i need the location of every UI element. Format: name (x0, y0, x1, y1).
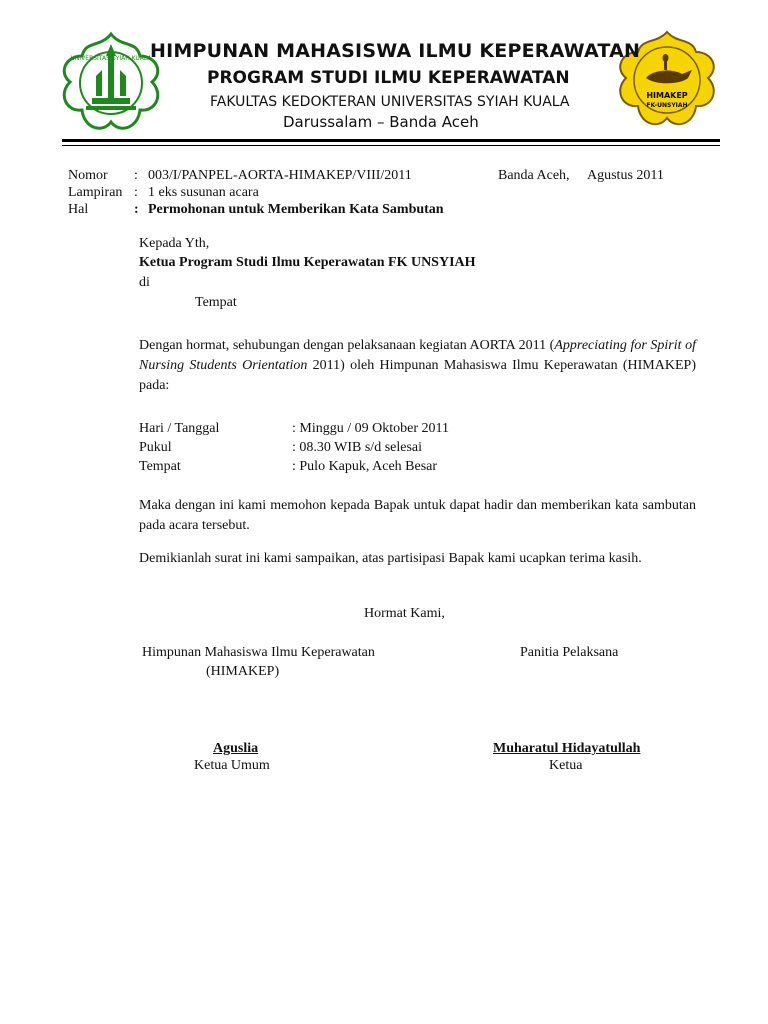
left-signatory-name: Aguslia (213, 741, 259, 756)
recipient-name: Ketua Program Studi Ilmu Keperawatan FK UNSYIAH (139, 255, 476, 270)
detail-value-time: : 08.30 WIB s/d selesai (292, 440, 423, 455)
p1-text-italic: Appreciating for Spirit of Nursing Students Orientation (139, 338, 697, 373)
right-signatory-name: Muharatul Hidayatullah (493, 741, 641, 756)
nomor-colon: : (134, 168, 138, 183)
lampiran-value: 1 eks susunan acara (148, 185, 259, 200)
address-line: Darussalam – Banda Aceh (283, 113, 479, 131)
lampiran-label: Lampiran (68, 185, 123, 200)
body-paragraph-3: Demikianlah surat ini kami sampaikan, atas partisipasi Bapak kami ucapkan terima kasih. (139, 551, 642, 566)
left-org-abbr: (HIMAKEP) (206, 664, 280, 679)
right-logo-text: HIMAKEP (646, 91, 688, 100)
p1-text-a: Dengan hormat, sehubungan dengan pelaksanaan kegiatan AORTA 2011 ( (139, 338, 555, 353)
detail-label-time: Pukul (139, 440, 172, 455)
nomor-value: 003/I/PANPEL-AORTA-HIMAKEP/VIII/2011 (148, 168, 412, 183)
body-paragraph-2: Maka dengan ini kami memohon kepada Bapak untuk dapat hadir dan memberikan kata sambutan pada acara tersebut. (139, 498, 696, 533)
recipient-di: di (139, 275, 150, 290)
p1-text-b: 2011) oleh Himpunan Mahasiswa Ilmu Keperawatan (HIMAKEP) pada: (139, 358, 696, 393)
detail-value-date: : Minggu / 09 Oktober 2011 (292, 421, 449, 436)
hal-label: Hal (68, 202, 89, 217)
letter-date: Agustus 2011 (587, 168, 664, 183)
hal-value: Permohonan untuk Memberikan Kata Sambutan (148, 202, 444, 217)
right-org: Panitia Pelaksana (520, 645, 619, 660)
letter-place: Banda Aceh, (498, 168, 570, 183)
recipient-tempat: Tempat (195, 295, 237, 310)
program-title: PROGRAM STUDI ILMU KEPERAWATAN (207, 68, 570, 88)
faculty-title: FAKULTAS KEDOKTERAN UNIVERSITAS SYIAH KUALA (210, 94, 570, 110)
nomor-label: Nomor (68, 168, 108, 183)
greeting: Kepada Yth, (139, 236, 210, 251)
body-paragraph-1 (139, 336, 696, 396)
detail-label-date: Hari / Tanggal (139, 421, 220, 436)
detail-label-place: Tempat (139, 459, 181, 474)
header-rule-thick (62, 139, 720, 142)
hal-colon: : (134, 202, 139, 217)
lampiran-colon: : (134, 185, 138, 200)
detail-value-place: : Pulo Kapuk, Aceh Besar (292, 459, 438, 474)
closing-hormat: Hormat Kami, (364, 606, 445, 621)
right-logo-subtext: FK-UNSYIAH (646, 102, 688, 109)
header-rule-thin (62, 145, 720, 146)
org-title: HIMPUNAN MAHASISWA ILMU KEPERAWATAN (150, 40, 641, 62)
left-org: Himpunan Mahasiswa Ilmu Keperawatan (142, 645, 375, 660)
left-signatory-title: Ketua Umum (194, 758, 270, 773)
left-logo-text: UNIVERSITAS SYIAH KUALA (70, 55, 152, 62)
right-signatory-title: Ketua (549, 758, 583, 773)
